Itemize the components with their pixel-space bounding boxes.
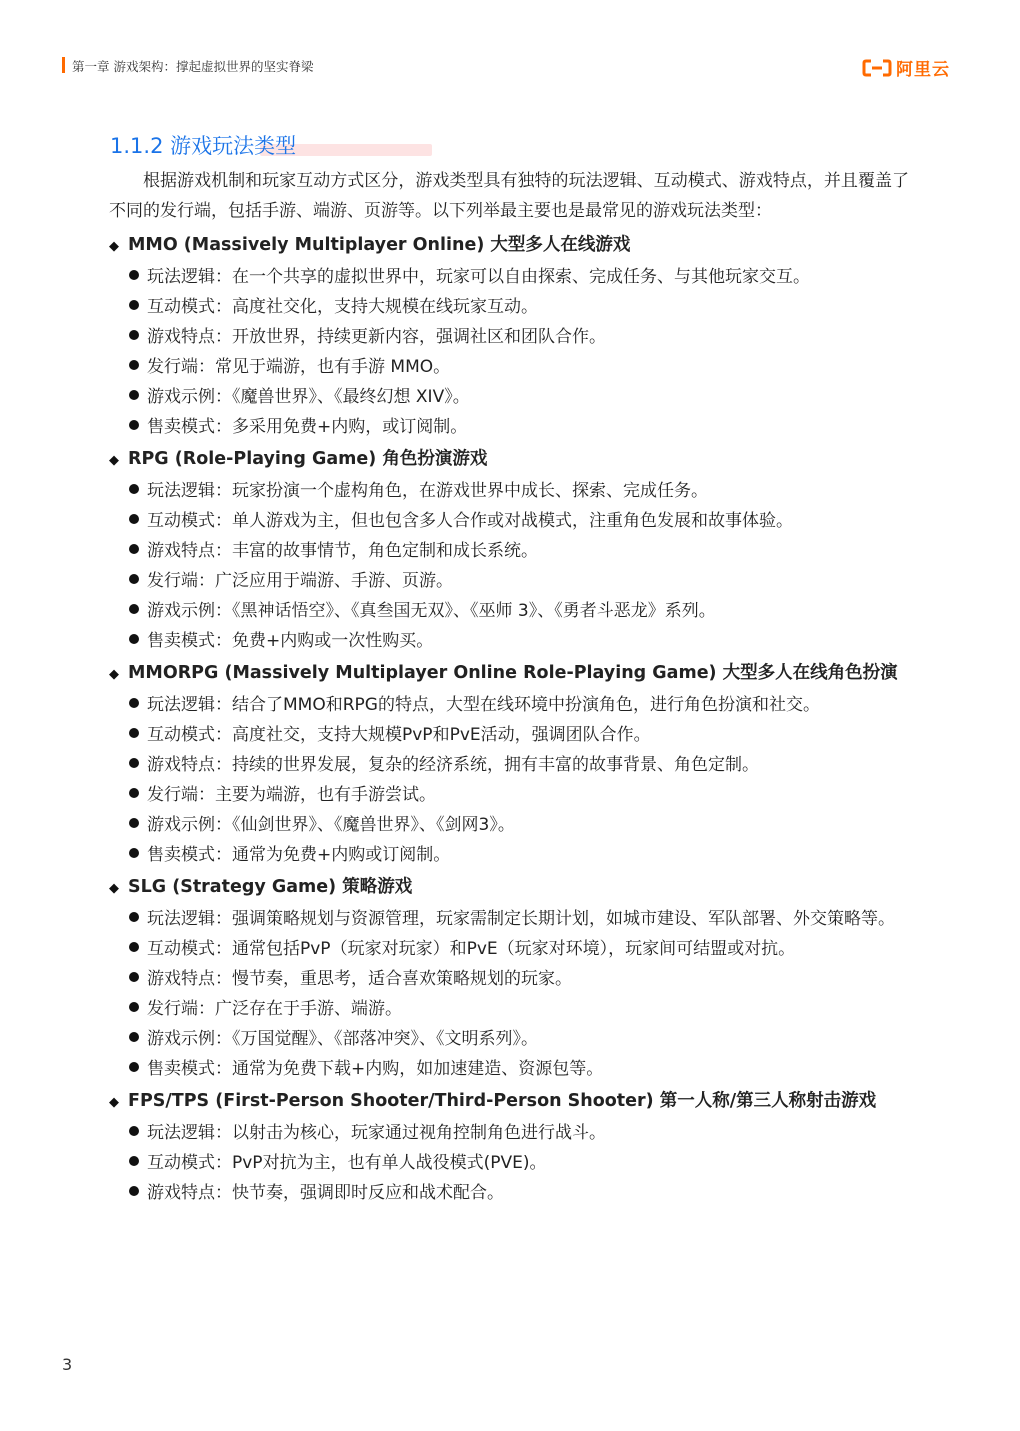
list-item-text: 发行端：常见于端游，也有手游 MMO。	[147, 357, 451, 377]
main-content	[109, 166, 909, 1208]
aliyun-logo-icon	[862, 58, 892, 78]
list-item-text: 互动模式：单人游戏为主，但也包含多人合作或对战模式，注重角色发展和故事体验。	[147, 511, 793, 531]
intro-paragraph: 根据游戏机制和玩家互动方式区分，游戏类型具有独特的玩法逻辑、互动模式、游戏特点，并且覆盖了不同的发行端，包括手游、端游、页游等。以下列举最主要也是最常见的游戏玩法类型：	[109, 171, 909, 221]
category-fps-tps	[109, 1086, 909, 1208]
header-accent-bar	[62, 57, 65, 73]
list-item-text: 互动模式：高度社交，支持大规模PvP和PvE活动，强调团队合作。	[147, 725, 651, 745]
list-item	[109, 904, 909, 934]
list-item	[129, 566, 909, 596]
list-item	[129, 1118, 909, 1148]
category-title	[109, 658, 909, 690]
diamond-bullet-icon: ◆	[109, 453, 119, 468]
bullet-dot-icon	[129, 818, 139, 828]
list-item	[129, 1148, 909, 1178]
list-item-text: 售卖模式：免费+内购或一次性购买。	[147, 631, 434, 651]
list-item-text: 发行端：主要为端游，也有手游尝试。	[147, 785, 436, 805]
bullet-dot-icon	[129, 972, 139, 982]
list-item	[129, 750, 909, 780]
bullet-dot-icon	[129, 728, 139, 738]
list-item	[129, 1024, 909, 1054]
list-item	[129, 720, 909, 750]
list-item	[129, 780, 909, 810]
aliyun-logo	[862, 55, 950, 80]
list-item-text: 发行端：广泛存在于手游、端游。	[147, 999, 402, 1019]
category-title-text: MMORPG (Massively Multiplayer Online Role-Playing Game) 大型多人在线角色扮演	[128, 663, 898, 683]
list-item	[129, 506, 909, 536]
bullet-dot-icon	[129, 942, 139, 952]
list-item	[129, 262, 909, 292]
list-item-text: 互动模式：高度社交化，支持大规模在线玩家互动。	[147, 297, 538, 317]
bullet-dot-icon	[129, 1156, 139, 1166]
list-item-text: 玩法逻辑：在一个共享的虚拟世界中，玩家可以自由探索、完成任务、与其他玩家交互。	[147, 267, 810, 287]
section-title	[110, 130, 296, 160]
diamond-bullet-icon: ◆	[109, 667, 119, 682]
list-item	[129, 536, 909, 566]
bullet-dot-icon	[129, 390, 139, 400]
section-title-text: 1.1.2 游戏玩法类型	[110, 134, 297, 158]
category-mmorpg	[109, 658, 909, 870]
bullet-dot-icon	[129, 1126, 139, 1136]
list-item-text: 发行端：广泛应用于端游、手游、页游。	[147, 571, 453, 591]
bullet-dot-icon	[129, 1032, 139, 1042]
diamond-bullet-icon: ◆	[109, 239, 119, 254]
bullet-dot-icon	[129, 758, 139, 768]
category-title	[109, 1086, 909, 1118]
diamond-bullet-icon: ◆	[109, 881, 119, 896]
bullet-dot-icon	[129, 270, 139, 280]
bullet-dot-icon	[129, 574, 139, 584]
list-item	[129, 626, 909, 656]
bullet-dot-icon	[129, 330, 139, 340]
list-item	[129, 352, 909, 382]
bullet-dot-icon	[129, 360, 139, 370]
category-title-text: SLG (Strategy Game) 策略游戏	[128, 877, 413, 897]
list-item-text: 游戏特点：持续的世界发展，复杂的经济系统，拥有丰富的故事背景、角色定制。	[147, 755, 759, 775]
list-item-text: 游戏特点：快节奏，强调即时反应和战术配合。	[147, 1183, 504, 1203]
chapter-title: 第一章 游戏架构：撑起虚拟世界的坚实脊梁	[72, 59, 314, 74]
bullet-dot-icon	[129, 634, 139, 644]
bullet-dot-icon	[129, 604, 139, 614]
page-number: 3	[62, 1355, 73, 1374]
page-header	[62, 55, 950, 81]
list-item-text: 游戏特点：慢节奏，重思考，适合喜欢策略规划的玩家。	[147, 969, 572, 989]
bullet-dot-icon	[129, 514, 139, 524]
list-item-text: 互动模式：PvP对抗为主，也有单人战役模式(PVE)。	[147, 1153, 547, 1173]
list-item	[129, 292, 909, 322]
list-item	[129, 994, 909, 1024]
list-item-text: 游戏示例：《黑神话悟空》、《真叁国无双》、《巫师 3》、《勇者斗恶龙》系列。	[147, 601, 716, 621]
category-title-text: RPG (Role-Playing Game) 角色扮演游戏	[128, 449, 488, 469]
list-item-text: 游戏特点：开放世界，持续更新内容，强调社区和团队合作。	[147, 327, 606, 347]
category-mmo	[109, 230, 909, 442]
bullet-dot-icon	[129, 1186, 139, 1196]
bullet-dot-icon	[129, 300, 139, 310]
list-item	[129, 476, 909, 506]
list-item	[129, 840, 909, 870]
list-item-text: 售卖模式：通常为免费+内购或订阅制。	[147, 845, 451, 865]
bullet-dot-icon	[129, 420, 139, 430]
category-title-text: FPS/TPS (First-Person Shooter/Third-Person Shooter) 第一人称/第三人称射击游戏	[128, 1091, 877, 1111]
category-title-text: MMO (Massively Multiplayer Online) 大型多人在线游戏	[128, 235, 631, 255]
category-title	[109, 230, 909, 262]
diamond-bullet-icon: ◆	[109, 1095, 119, 1110]
list-item-text: 游戏特点：丰富的故事情节，角色定制和成长系统。	[147, 541, 538, 561]
bullet-dot-icon	[129, 544, 139, 554]
list-item-text: 玩法逻辑：玩家扮演一个虚构角色，在游戏世界中成长、探索、完成任务。	[147, 481, 708, 501]
bullet-dot-icon	[129, 698, 139, 708]
list-item-text: 玩法逻辑：结合了MMO和RPG的特点，大型在线环境中扮演角色，进行角色扮演和社交。	[147, 695, 820, 715]
list-item-text: 售卖模式：通常为免费下载+内购，如加速建造、资源包等。	[147, 1059, 604, 1079]
bullet-dot-icon	[129, 1002, 139, 1012]
list-item	[129, 810, 909, 840]
list-item	[129, 964, 909, 994]
list-item-text: 互动模式：通常包括PvP（玩家对玩家）和PvE（玩家对环境），玩家间可结盟或对抗。	[147, 939, 796, 959]
list-item-text: 售卖模式：多采用免费+内购，或订阅制。	[147, 417, 468, 437]
bullet-dot-icon	[129, 912, 139, 922]
bullet-dot-icon	[129, 484, 139, 494]
category-rpg	[109, 444, 909, 656]
category-slg	[109, 872, 909, 1084]
list-item	[129, 412, 909, 442]
list-item	[129, 322, 909, 352]
list-item	[129, 1054, 909, 1084]
bullet-dot-icon	[129, 788, 139, 798]
list-item-text: 游戏示例：《魔兽世界》、《最终幻想 XIV》。	[147, 387, 470, 407]
list-item	[129, 382, 909, 412]
bullet-dot-icon	[129, 848, 139, 858]
brand-name: 阿里云	[896, 60, 950, 80]
list-item	[129, 596, 909, 626]
list-item	[129, 690, 909, 720]
list-item	[129, 934, 909, 964]
bullet-dot-icon	[129, 1062, 139, 1072]
list-item-text: 游戏示例：《仙剑世界》、《魔兽世界》、《剑网3》。	[147, 815, 515, 835]
category-title	[109, 872, 909, 904]
list-item-text: 玩法逻辑：以射击为核心，玩家通过视角控制角色进行战斗。	[147, 1123, 606, 1143]
category-title	[109, 444, 909, 476]
list-item-text: 玩法逻辑：强调策略规划与资源管理，玩家需制定长期计划，如城市建设、军队部署、外交策略等。	[147, 909, 895, 929]
list-item	[129, 1178, 909, 1208]
list-item-text: 游戏示例：《万国觉醒》、《部落冲突》、《文明系列》。	[147, 1029, 538, 1049]
